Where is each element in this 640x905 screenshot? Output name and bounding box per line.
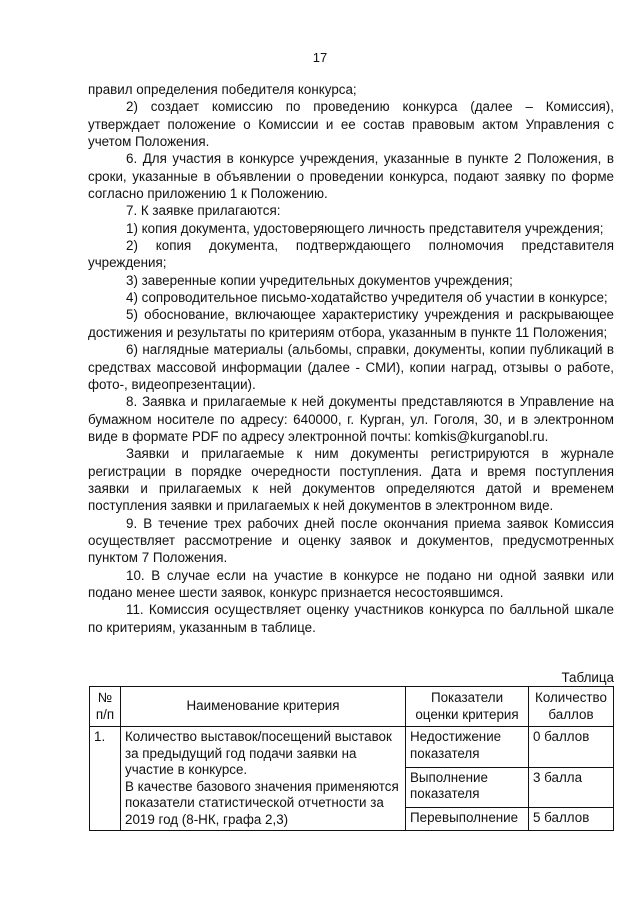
cell-indicator: Недостижение показателя <box>406 727 529 768</box>
header-num: № п/п <box>90 687 121 727</box>
paragraph: правил определения победителя конкурса; <box>88 82 357 97</box>
cell-score: 0 баллов <box>529 727 614 768</box>
paragraph: 10. В случае если на участие в конкурсе не подано ни одной заявки или подано менее шести заявок, конкурс признается несостоявшимся. <box>88 567 614 600</box>
table-caption: Таблица <box>561 670 614 685</box>
paragraph-tail: . <box>544 428 549 444</box>
paragraph: 4) сопроводительное письмо-ходатайство учредителя об участии в конкурсе; <box>126 290 608 306</box>
paragraph: 2) создает комиссию по проведению конкурса (далее – Комиссия), утверждает положение о Комиссии и ее состав правовым актом Управления с учетом Положения. <box>88 99 614 150</box>
document-body <box>88 81 614 636</box>
cell-indicator: Выполнение показателя <box>406 767 529 808</box>
paragraph: 2) копия документа, подтверждающего полномочия представителя учреждения; <box>88 238 614 271</box>
header-name: Наименование критерия <box>121 687 406 727</box>
table-row <box>90 727 614 768</box>
header-indicators: Показатели оценки критерия <box>406 687 529 727</box>
page-number: 17 <box>312 50 328 65</box>
cell-score: 3 балла <box>529 767 614 808</box>
paragraph-text: 8. Заявка и прилагаемые к ней документы представляются в Управление на бумажном носителе по адресу: 640000, г. Курган, ул. Гоголя, 30, и в электронном виде в формате PDF по адресу электронной почты: <box>88 394 614 444</box>
paragraph: 7. К заявке прилагаются: <box>126 203 281 219</box>
criterion-note: В качестве базового значения применяются показатели статистической отчетности за 2019 год (8-НК, графа 2,3) <box>125 778 399 827</box>
paragraph: 3) заверенные копии учредительных документов учреждения; <box>126 272 513 288</box>
paragraph: 6. Для участия в конкурсе учреждения, указанные в пункте 2 Положения, в сроки, указанные в объявлении о проведении конкурса, подают заявку по форме согласно приложению 1 к Положению. <box>88 151 614 202</box>
table-header-row <box>90 687 614 727</box>
criterion-text: Количество выставок/посещений выставок за предыдущий год подачи заявки на участие в конкурсе. <box>125 729 392 777</box>
paragraph: Заявки и прилагаемые к ним документы регистрируются в журнале регистрации в порядке очередности поступления. Дата и время поступления заявки и прилагаемых к ней документов определяются датой и временем поступления заявки и прилагаемых к ней документов в электронном виде. <box>88 446 614 514</box>
cell-score: 5 баллов <box>529 808 614 831</box>
paragraph: 5) обоснование, включающее характеристику учреждения и раскрывающее достижения и результаты по критериям отбора, указанным в пункте 11 Положения; <box>88 307 614 340</box>
cell-indicator: Перевыполнение <box>406 808 529 831</box>
paragraph: 6) наглядные материалы (альбомы, справки, документы, копии публикаций в средствах массовой информации (далее - СМИ), копии наград, отзывы о работе, фото-, видеопрезентации). <box>88 342 614 392</box>
paragraph: 1) копия документа, удостоверяющего личность представителя учреждения; <box>126 220 604 236</box>
email-link[interactable]: komkis@kurganobl.ru <box>414 428 545 444</box>
cell-name <box>121 727 406 831</box>
paragraph: 9. В течение трех рабочих дней после окончания приема заявок Комиссия осуществляет рассмотрение и оценку заявок и документов, предусмотренных пунктом 7 Положения. <box>88 515 614 566</box>
paragraph: 11. Комиссия осуществляет оценку участников конкурса по балльной шкале по критериям, указанным в таблице. <box>88 602 614 635</box>
cell-num: 1. <box>90 727 121 831</box>
paragraph-with-email <box>88 393 614 445</box>
criteria-table <box>89 686 614 831</box>
header-score: Количество баллов <box>529 687 614 727</box>
